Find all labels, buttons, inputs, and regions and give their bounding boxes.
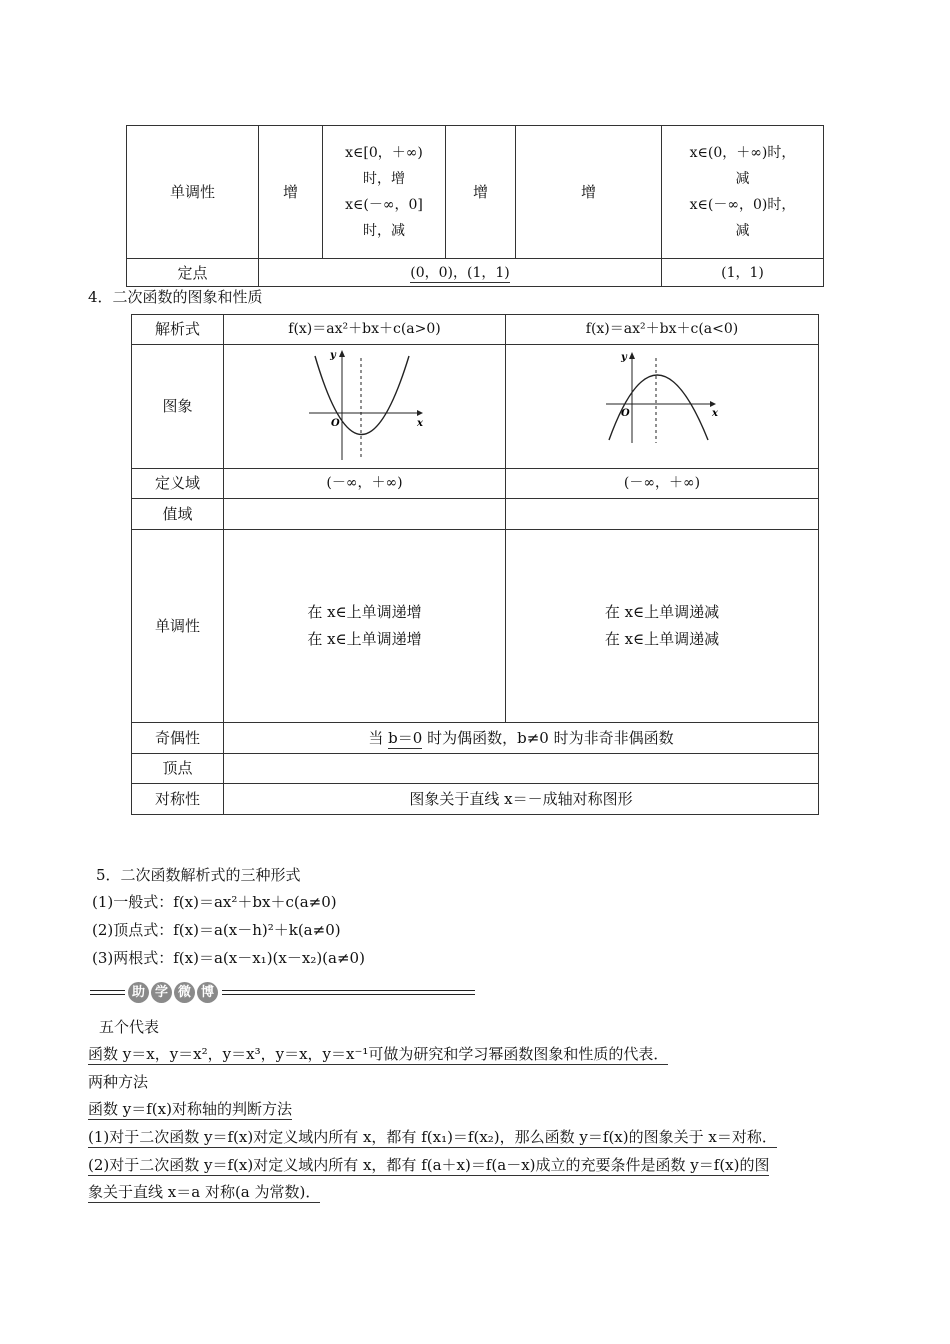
parity-pre: 当 bbox=[368, 728, 389, 747]
row-label-symmetry: 对称性 bbox=[132, 784, 224, 815]
range-right bbox=[506, 499, 819, 530]
cell-monotonic-1: 增 bbox=[259, 126, 323, 259]
domain-right: (－∞，＋∞) bbox=[506, 469, 819, 499]
cell-monotonic-4: 增 bbox=[516, 126, 662, 259]
row-label-parity: 奇偶性 bbox=[132, 723, 224, 754]
formula-right: f(x)＝ax²＋bx＋c(a<0) bbox=[506, 315, 819, 345]
y-label: y bbox=[329, 349, 336, 361]
section5-heading: 5．二次函数解析式的三种形式 bbox=[96, 866, 301, 884]
method-1: (1)对于二次函数 y＝f(x)对定义域内所有 x，都有 f(x₁)＝f(x₂)，那么函数 y＝f(x)的图象关于 x＝对称． bbox=[88, 1128, 777, 1146]
form-general: (1)一般式：f(x)＝ax²＋bx＋c(a≠0) bbox=[92, 893, 337, 911]
cell-monotonic-2 bbox=[323, 126, 446, 259]
banner-rule-left bbox=[90, 990, 125, 995]
cell-fixed-point-mid bbox=[259, 259, 662, 287]
parity-underlined: b＝0 bbox=[388, 728, 423, 747]
cell-line: 时，增 bbox=[363, 171, 405, 187]
section4-heading: 4．二次函数的图象和性质 bbox=[88, 288, 263, 306]
parity-post: 时为偶函数，b≠0 时为非奇非偶函数 bbox=[422, 728, 674, 747]
row-label-formula: 解析式 bbox=[132, 315, 224, 345]
x-label: x bbox=[416, 417, 423, 429]
range-left bbox=[224, 499, 506, 530]
monotonic-line: 在 x∈上单调递增 bbox=[307, 630, 422, 648]
banner-title bbox=[128, 982, 218, 1003]
quadratic-table bbox=[131, 314, 819, 815]
row-label-fixed-point: 定点 bbox=[127, 259, 259, 287]
upward-parabola-graph bbox=[305, 348, 425, 466]
downward-parabola-graph bbox=[602, 348, 722, 466]
vertex-text bbox=[224, 754, 819, 784]
y-axis-arrow bbox=[629, 352, 635, 359]
banner bbox=[90, 982, 475, 1004]
domain-left: (－∞，＋∞) bbox=[224, 469, 506, 499]
row-label-monotonic: 单调性 bbox=[132, 530, 224, 723]
origin-label: O bbox=[621, 407, 630, 419]
x-axis-arrow bbox=[710, 401, 716, 407]
origin-label: O bbox=[330, 417, 340, 429]
row-label-graph: 图象 bbox=[132, 345, 224, 469]
row-label-monotonic: 单调性 bbox=[127, 126, 259, 259]
two-title: 两种方法 bbox=[88, 1073, 149, 1091]
banner-char: 学 bbox=[151, 982, 172, 1003]
cell-line: 减 bbox=[735, 171, 750, 187]
cell-line: 减 bbox=[735, 223, 750, 239]
banner-char: 微 bbox=[174, 982, 195, 1003]
form-roots: (3)两根式：f(x)＝a(x－x₁)(x－x₂)(a≠0) bbox=[92, 949, 365, 967]
cell-line: x∈[0，＋∞) bbox=[345, 145, 423, 161]
monotonic-line: 在 x∈上单调递减 bbox=[604, 603, 720, 621]
method-2-line1: (2)对于二次函数 y＝f(x)对定义域内所有 x，都有 f(a＋x)＝f(a－x)成立的充要条件是函数 y＝f(x)的图 bbox=[88, 1156, 770, 1174]
form-vertex: (2)顶点式：f(x)＝a(x－h)²＋k(a≠0) bbox=[92, 921, 341, 939]
parabola-curve bbox=[315, 356, 409, 435]
power-function-table bbox=[126, 125, 824, 287]
row-label-range: 值域 bbox=[132, 499, 224, 530]
y-label: y bbox=[621, 351, 627, 363]
five-text: 函数 y＝x，y＝x²，y＝x³，y＝x，y＝x⁻¹可做为研究和学习幂函数图象和性质的代表． bbox=[88, 1045, 669, 1063]
cell-monotonic-5 bbox=[662, 126, 824, 259]
x-label: x bbox=[712, 407, 718, 419]
parity-text bbox=[224, 723, 819, 754]
formula-left: f(x)＝ax²＋bx＋c(a>0) bbox=[224, 315, 506, 345]
graph-left-cell bbox=[224, 345, 506, 469]
cell-line: 时，减 bbox=[363, 223, 405, 239]
cell-line: x∈(－∞，0)时， bbox=[689, 197, 796, 213]
x-axis-arrow bbox=[417, 410, 423, 416]
row-label-domain: 定义域 bbox=[132, 469, 224, 499]
y-axis-arrow bbox=[339, 350, 345, 357]
five-title: 五个代表 bbox=[99, 1018, 160, 1036]
banner-char: 博 bbox=[197, 982, 218, 1003]
graph-right-cell bbox=[506, 345, 819, 469]
banner-rule-right bbox=[222, 990, 475, 995]
method-2-line2: 象关于直线 x＝a 对称(a 为常数)． bbox=[88, 1183, 321, 1201]
symmetry-text: 图象关于直线 x＝－成轴对称图形 bbox=[224, 784, 819, 815]
cell-monotonic-3: 增 bbox=[446, 126, 516, 259]
row-label-vertex: 顶点 bbox=[132, 754, 224, 784]
fixed-point-value: (0，0)，(1，1) bbox=[410, 264, 510, 281]
cell-fixed-point-right: (1，1) bbox=[662, 259, 824, 287]
cell-line: x∈(－∞，0] bbox=[345, 197, 423, 213]
cell-line: x∈(0，＋∞)时， bbox=[689, 145, 796, 161]
monotonic-line: 在 x∈上单调递增 bbox=[307, 603, 422, 621]
monotonic-line: 在 x∈上单调递减 bbox=[604, 630, 720, 648]
banner-char: 助 bbox=[128, 982, 149, 1003]
monotonic-right bbox=[506, 530, 819, 723]
two-subtitle: 函数 y＝f(x)对称轴的判断方法 bbox=[88, 1100, 292, 1118]
monotonic-left bbox=[224, 530, 506, 723]
